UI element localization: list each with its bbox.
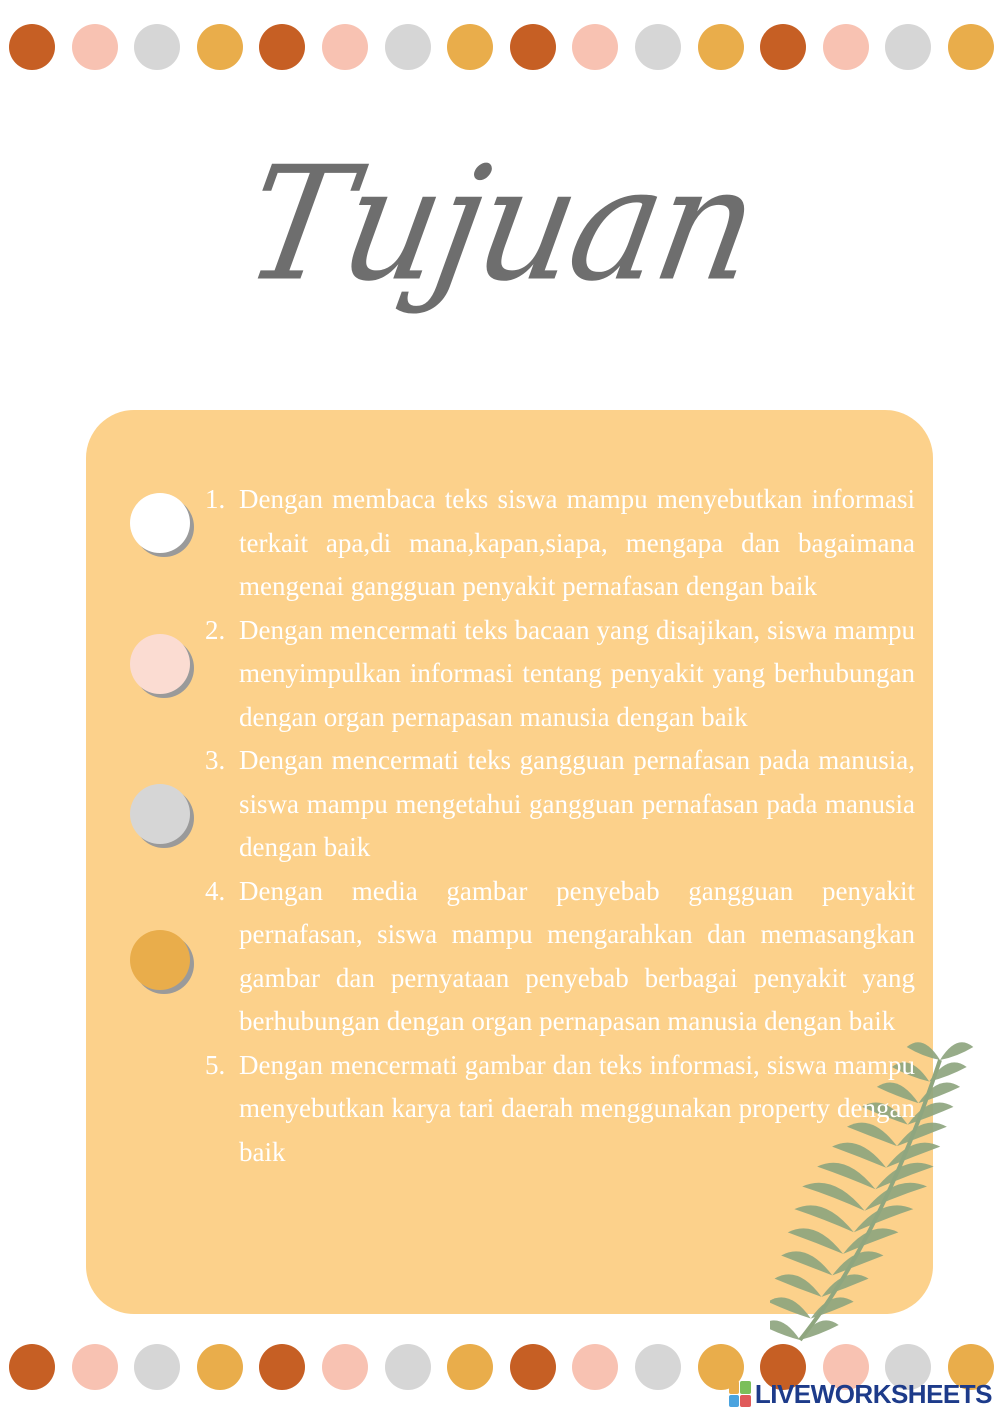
border-dot <box>447 24 493 70</box>
border-dot <box>322 1344 368 1390</box>
item-text: Dengan mencermati teks gangguan pernafasan pada manusia, siswa mampu mengetahui gangguan pernafasan pada manusia dengan baik <box>239 745 915 862</box>
item-number: 3. <box>205 745 226 775</box>
list-item <box>205 739 915 870</box>
border-dot <box>572 24 618 70</box>
border-dot <box>823 24 869 70</box>
item-text: Dengan mencermati teks bacaan yang disajikan, siswa mampu menyimpulkan informasi tentang penyakit yang berhubungan dengan organ pernapasan manusia dengan baik <box>239 614 915 732</box>
page-title: Tujuan <box>232 133 768 317</box>
border-dot <box>572 1344 618 1390</box>
border-dot <box>760 24 806 70</box>
border-dot <box>259 1344 305 1390</box>
border-dot <box>72 1344 118 1390</box>
list-item <box>205 1044 915 1175</box>
bullet-circle-gold <box>130 930 190 990</box>
watermark-text: LIVEWORKSHEETS <box>754 1378 992 1409</box>
item-number: 5. <box>205 1049 226 1080</box>
list-item <box>205 870 915 1044</box>
border-dot <box>510 24 556 70</box>
top-dot-border <box>0 24 1000 72</box>
border-dot <box>134 1344 180 1390</box>
border-dot <box>322 24 368 70</box>
border-dot <box>385 24 431 70</box>
border-dot <box>948 24 994 70</box>
item-text: Dengan mencermati gambar dan teks informasi, siswa mampu menyebutkan karya tari daerah menggunakan property dengan baik <box>239 1049 915 1167</box>
item-number: 2. <box>205 614 226 645</box>
border-dot <box>635 24 681 70</box>
border-dot <box>447 1344 493 1390</box>
bullet-circle-gray <box>130 784 190 844</box>
border-dot <box>9 1344 55 1390</box>
item-number: 4. <box>205 875 226 906</box>
border-dot <box>698 24 744 70</box>
border-dot <box>72 24 118 70</box>
border-dot <box>259 24 305 70</box>
border-dot <box>885 24 931 70</box>
border-dot <box>385 1344 431 1390</box>
liveworksheets-logo-icon <box>729 1381 751 1407</box>
list-item <box>205 609 915 740</box>
border-dot <box>197 24 243 70</box>
list-item <box>205 478 915 609</box>
border-dot <box>9 24 55 70</box>
item-text: Dengan membaca teks siswa mampu menyebutkan informasi terkait apa,di mana,kapan,siapa, mengapa dan bagaimana mengenai gangguan penyakit pernafasan dengan baik <box>239 484 915 601</box>
bullet-circle-pink <box>130 634 190 694</box>
border-dot <box>197 1344 243 1390</box>
item-number: 1. <box>205 484 226 514</box>
border-dot <box>510 1344 556 1390</box>
watermark <box>729 1379 992 1409</box>
objectives-list <box>205 478 915 1174</box>
item-text: Dengan media gambar penyebab gangguan penyakit pernafasan, siswa mampu mengarahkan dan memasangkan gambar dan pernyataan penyebab berbagai penyakit yang berhubungan dengan organ pernapasan manusia dengan baik <box>239 875 915 1036</box>
border-dot <box>134 24 180 70</box>
border-dot <box>635 1344 681 1390</box>
bullet-circle-white <box>130 493 190 553</box>
